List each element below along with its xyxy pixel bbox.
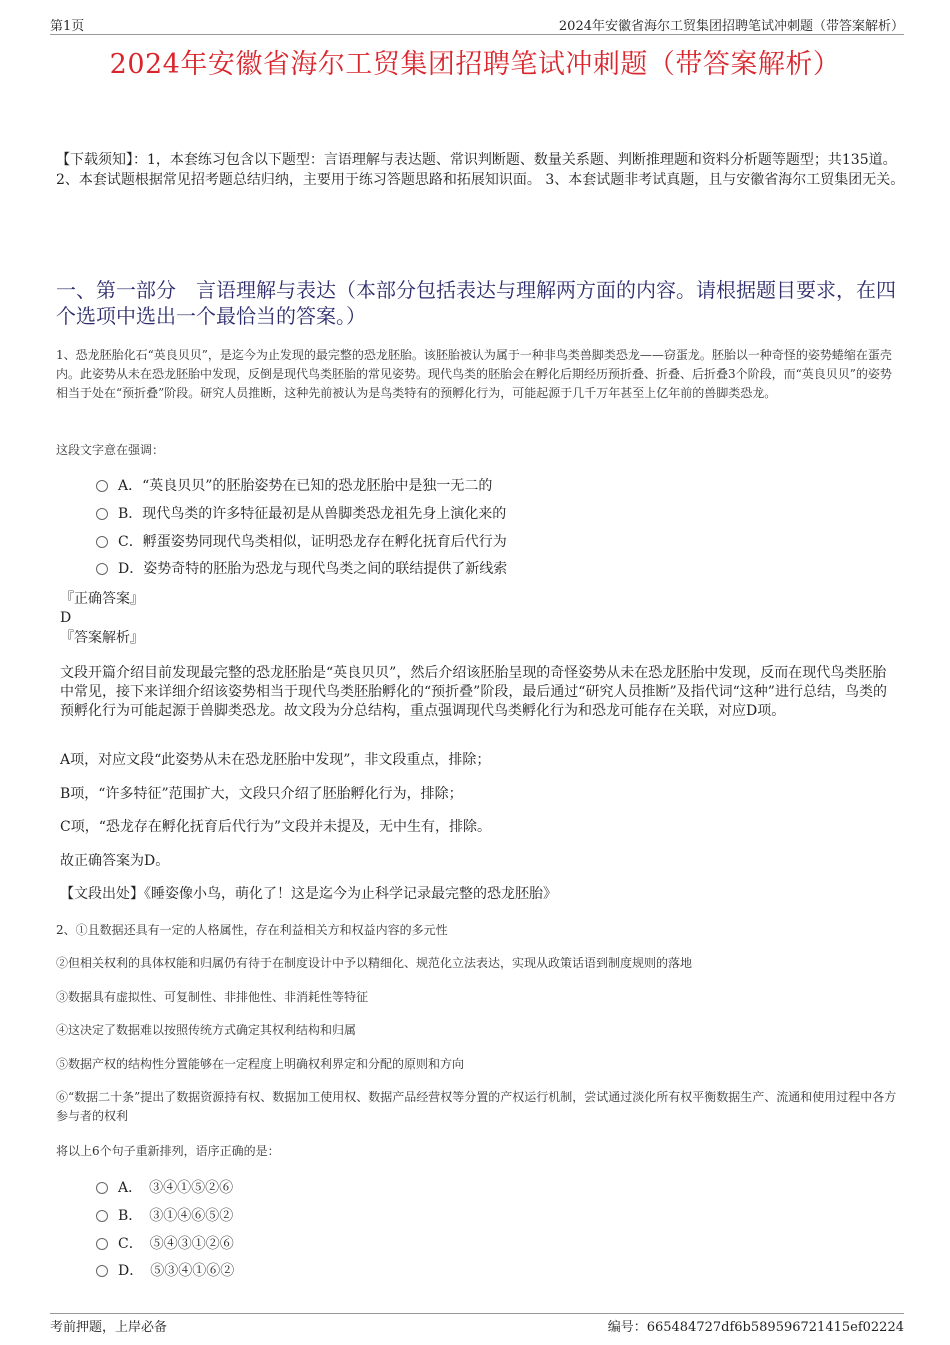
question-2-line: ③数据具有虚拟性、可复制性、非排他性、非消耗性等特征 (56, 990, 369, 1004)
page-number: 第1页 (50, 19, 85, 34)
q1-option-a[interactable]: A．“英良贝贝”的胚胎姿势在已知的恐龙胚胎中是独一无二的 (96, 476, 492, 496)
analysis-label: 『答案解析』 (60, 630, 144, 646)
question-1-text: 1、恐龙胚胎化石“英良贝贝”，是迄今为止发现的最完整的恐龙胚胎。该胚胎被认为属于一种非鸟类兽脚类恐龙——窃蛋龙。胚胎以一种奇怪的姿势蜷缩在蛋壳内。此姿势从未在恐龙胚胎中发现，反倒是现代鸟类胚胎的常见姿势。现代鸟类的胚胎会在孵化后期经历预折叠、折叠、后折叠3个阶段，而“英良贝贝”的姿势相当于处在“预折叠”阶段。研究人员推断，这种先前被认为是鸟类特有的预孵化行为，可能起源于几千万年甚至上亿年前的兽脚类恐龙。 (56, 348, 892, 400)
q2-option-b[interactable]: B． ③①④⑥⑤② (96, 1206, 233, 1226)
radio-icon[interactable] (96, 1210, 108, 1222)
download-notice: 【下载须知】：1，本套练习包含以下题型：言语理解与表达题、常识判断题、数量关系题、判断推理题和资料分析题等题型；共135道。 2、本套试题根据常见招考题总结归纳，主要用于练习答题思路和拓展知识面。 3、本套试题非考试真题，且与安徽省海尔工贸集团无关。 (56, 152, 905, 188)
radio-icon[interactable] (96, 563, 108, 575)
question-2-line: ⑤数据产权的结构性分置能够在一定程度上明确权利界定和分配的原则和方向 (56, 1057, 465, 1071)
answer-label: 『正确答案』 (60, 591, 144, 607)
radio-icon[interactable] (96, 1182, 108, 1194)
analysis-option-a: A项，对应文段“此姿势从未在恐龙胚胎中发现”，非文段重点，排除； (60, 752, 491, 768)
analysis-option-c: C项，“恐龙存在孵化抚育后代行为”文段并未提及，无中生有，排除。 (60, 819, 492, 835)
radio-icon[interactable] (96, 480, 108, 492)
footer-slogan: 考前押题，上岸必备 (50, 1320, 168, 1335)
source-note: 【文段出处】《睡姿像小鸟，萌化了！这是迄今为止科学记录最完整的恐龙胚胎》 (60, 886, 557, 902)
q2-option-d[interactable]: D． ⑤③④①⑥② (96, 1261, 234, 1281)
header-doc-title: 2024年安徽省海尔工贸集团招聘笔试冲刺题（带答案解析） (558, 19, 904, 34)
radio-icon[interactable] (96, 1238, 108, 1250)
radio-icon[interactable] (96, 508, 108, 520)
analysis-conclusion: 故正确答案为D。 (60, 853, 170, 869)
radio-icon[interactable] (96, 536, 108, 548)
page-title: 2024年安徽省海尔工贸集团招聘笔试冲刺题（带答案解析） (109, 49, 841, 80)
question-2-line: ⑥“数据二十条”提出了数据资源持有权、数据加工使用权、数据产品经营权等分置的产权运行机制，尝试通过淡化所有权平衡数据生产、流通和使用过程中各方参与者的权利 (56, 1090, 897, 1123)
question-2-line: ④这决定了数据难以按照传统方式确定其权利结构和归属 (56, 1023, 357, 1037)
question-2-prompt: 将以上6个句子重新排列，语序正确的是： (56, 1144, 280, 1158)
analysis-text: 文段开篇介绍目前发现最完整的恐龙胚胎是“英良贝贝”，然后介绍该胚胎呈现的奇怪姿势从未在恐龙胚胎中发现，反而在现代鸟类胚胎中常见，接下来详细介绍该姿势相当于现代鸟类胚胎孵化的“预折叠”阶段，最后通过“研究人员推断”及指代词“这种”进行总结，鸟类的预孵化行为可能起源于兽脚类恐龙。故文段为分总结构，重点强调现代鸟类孵化行为和恐龙可能存在关联，对应D项。 (60, 665, 887, 719)
q1-option-c[interactable]: C．孵蛋姿势同现代鸟类相似，证明恐龙存在孵化抚育后代行为 (96, 532, 507, 552)
q2-option-c[interactable]: C． ⑤④③①②⑥ (96, 1234, 234, 1254)
question-2-line: 2、①且数据还具有一定的人格属性，存在利益相关方和权益内容的多元性 (56, 923, 448, 937)
analysis-option-b: B项，“许多特征”范围扩大，文段只介绍了胚胎孵化行为，排除； (60, 786, 463, 802)
footer-code: 编号：665484727df6b589596721415ef02224 (607, 1320, 904, 1335)
q1-option-b[interactable]: B．现代鸟类的许多特征最初是从兽脚类恐龙祖先身上演化来的 (96, 504, 506, 524)
question-2-line: ②但相关权利的具体权能和归属仍有待于在制度设计中予以精细化、规范化立法表达，实现从政策话语到制度规则的落地 (56, 956, 693, 970)
page-header (50, 14, 904, 35)
q2-option-a[interactable]: A． ③④①⑤②⑥ (96, 1178, 233, 1198)
page-footer (50, 1313, 904, 1334)
answer-value: D (60, 610, 72, 626)
section-title: 一、第一部分 言语理解与表达（本部分包括表达与理解两方面的内容。请根据题目要求，在四个选项中选出一个最恰当的答案。） (56, 278, 896, 328)
question-1-prompt: 这段文字意在强调： (56, 443, 165, 457)
radio-icon[interactable] (96, 1265, 108, 1277)
q1-option-d[interactable]: D．姿势奇特的胚胎为恐龙与现代鸟类之间的联结提供了新线索 (96, 559, 507, 579)
